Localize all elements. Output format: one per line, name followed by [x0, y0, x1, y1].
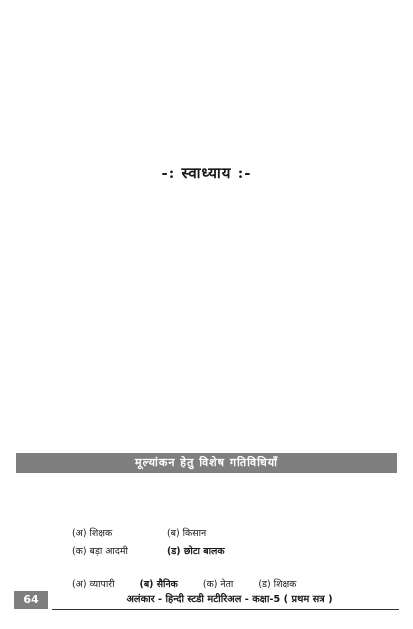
option: (अ) व्यापारी [72, 579, 115, 590]
option: (क) नेता [202, 579, 234, 590]
option: (ब) सैनिक [139, 579, 178, 590]
option: (ब) किसान [166, 528, 207, 539]
footer-title: अलंकार - हिन्दी स्टडी मटीरिअल - कक्षा-5 ( प्रथम सत्र ) [126, 594, 333, 605]
mcq-options [72, 526, 228, 539]
option: (अ) शिक्षक [72, 528, 113, 539]
section-band-evaluation: मूल्यांकन हेतु विशेष गतिविधियाँ [16, 453, 397, 473]
mcq-options [72, 544, 247, 557]
page-number: 64 [14, 591, 48, 609]
option: (ड) छोटा बालक [166, 546, 225, 557]
option: (ड) शिक्षक [258, 579, 297, 590]
section-heading-swadhyay: -: स्वाध्याय :- [161, 164, 252, 182]
footer-rule [52, 609, 399, 610]
page-footer [0, 589, 413, 611]
option: (क) बड़ा आदमी [72, 546, 128, 557]
